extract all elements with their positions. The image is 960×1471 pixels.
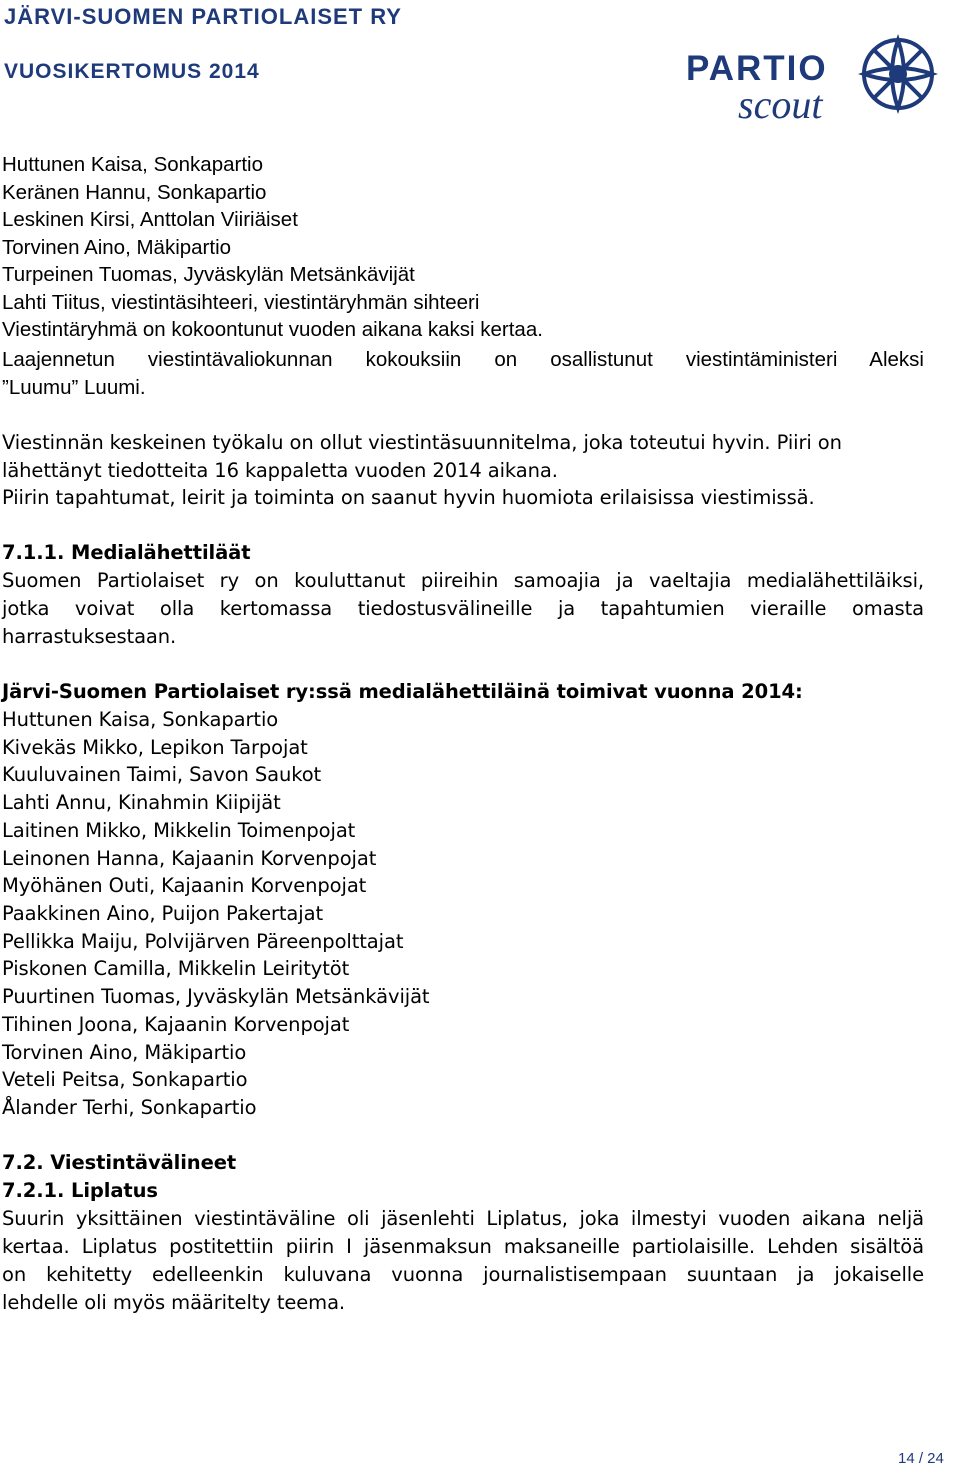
ambassador-item: Myöhänen Outi, Kajaanin Korvenpojat xyxy=(2,874,367,897)
member-line: Turpeinen Tuomas, Jyväskylän Metsänkävijät xyxy=(2,263,415,286)
logo-text-scout: scout xyxy=(738,82,823,127)
paragraph-line: kertaa. Liplatus postitettiin piirin I jäsenmaksun maksaneille partiolaisille. Lehden sisältöä xyxy=(2,1235,924,1258)
member-line: Leskinen Kirsi, Anttolan Viiriäiset xyxy=(2,208,298,231)
member-line: Keränen Hannu, Sonkapartio xyxy=(2,181,267,204)
section-heading-7-1-1: 7.1.1. Medialähettiläät xyxy=(2,541,251,564)
member-line: ”Luumu” Luumi. xyxy=(2,376,146,399)
member-line: Viestintäryhmä on kokoontunut vuoden aikana kaksi kertaa. xyxy=(2,318,543,341)
ambassador-item: Pellikka Maiju, Polvijärven Päreenpolttajat xyxy=(2,930,404,953)
summary-line: lähettänyt tiedotteita 16 kappaletta vuoden 2014 aikana. xyxy=(2,459,558,482)
ambassador-item: Piskonen Camilla, Mikkelin Leiritytöt xyxy=(2,957,350,980)
ambassador-list-heading: Järvi-Suomen Partiolaiset ry:ssä medialähettiläinä toimivat vuonna 2014: xyxy=(2,680,803,703)
ambassador-item: Torvinen Aino, Mäkipartio xyxy=(2,1041,247,1064)
organization-name: JÄRVI-SUOMEN PARTIOLAISET RY xyxy=(4,4,402,29)
ambassador-item: Paakkinen Aino, Puijon Pakertajat xyxy=(2,902,323,925)
section-heading-7-2-1: 7.2.1. Liplatus xyxy=(2,1179,158,1202)
ambassador-item: Huttunen Kaisa, Sonkapartio xyxy=(2,708,279,731)
section-heading-7-2: 7.2. Viestintävälineet xyxy=(2,1151,237,1174)
summary-line: Viestinnän keskeinen työkalu on ollut viestintäsuunnitelma, joka toteutui hyvin. Piiri on xyxy=(2,431,842,454)
paragraph-line: Suomen Partiolaiset ry on kouluttanut piireihin samoajia ja vaeltajia medialähettiläiksi, xyxy=(2,569,924,592)
report-title: VUOSIKERTOMUS 2014 xyxy=(4,60,260,83)
paragraph-line: jotka voivat olla kertomassa tiedostusvälineille ja tapahtumien vieraille omasta xyxy=(2,597,924,620)
member-line: Lahti Tiitus, viestintäsihteeri, viestintäryhmän sihteeri xyxy=(2,291,480,314)
member-line: Huttunen Kaisa, Sonkapartio xyxy=(2,153,263,176)
paragraph-line: Suurin yksittäinen viestintäväline oli jäsenlehti Liplatus, joka ilmestyi vuoden aikana neljä xyxy=(2,1207,924,1230)
partio-scout-logo xyxy=(684,26,956,130)
paragraph-line: harrastuksestaan. xyxy=(2,625,177,648)
ambassador-item: Laitinen Mikko, Mikkelin Toimenpojat xyxy=(2,819,356,842)
ambassador-item: Ålander Terhi, Sonkapartio xyxy=(2,1096,257,1119)
logo-text-partio: PARTIO xyxy=(686,49,828,88)
ambassador-item: Leinonen Hanna, Kajaanin Korvenpojat xyxy=(2,847,377,870)
paragraph-line: lehdelle oli myös määritelty teema. xyxy=(2,1291,346,1314)
ambassador-item: Veteli Peitsa, Sonkapartio xyxy=(2,1068,248,1091)
page-number: 14 / 24 xyxy=(898,1450,944,1467)
ambassador-item: Puurtinen Tuomas, Jyväskylän Metsänkävijät xyxy=(2,985,430,1008)
summary-line: Piirin tapahtumat, leirit ja toiminta on saanut hyvin huomiota erilaisissa viestimissä. xyxy=(2,486,815,509)
scout-emblem-icon xyxy=(864,40,932,108)
communication-meetings-text: Laajennetun viestintävaliokunnan kokouksiin on osallistunut viestintäministeri Aleksi xyxy=(2,348,924,371)
member-line: Torvinen Aino, Mäkipartio xyxy=(2,236,232,259)
ambassador-item: Lahti Annu, Kinahmin Kiipijät xyxy=(2,791,281,814)
ambassador-item: Kivekäs Mikko, Lepikon Tarpojat xyxy=(2,736,308,759)
paragraph-line: on kehitetty edelleenkin kuluvana vuonna journalistisempaan suuntaan ja jokaiselle xyxy=(2,1263,924,1286)
ambassador-item: Tihinen Joona, Kajaanin Korvenpojat xyxy=(2,1013,350,1036)
ambassador-item: Kuuluvainen Taimi, Savon Saukot xyxy=(2,763,322,786)
